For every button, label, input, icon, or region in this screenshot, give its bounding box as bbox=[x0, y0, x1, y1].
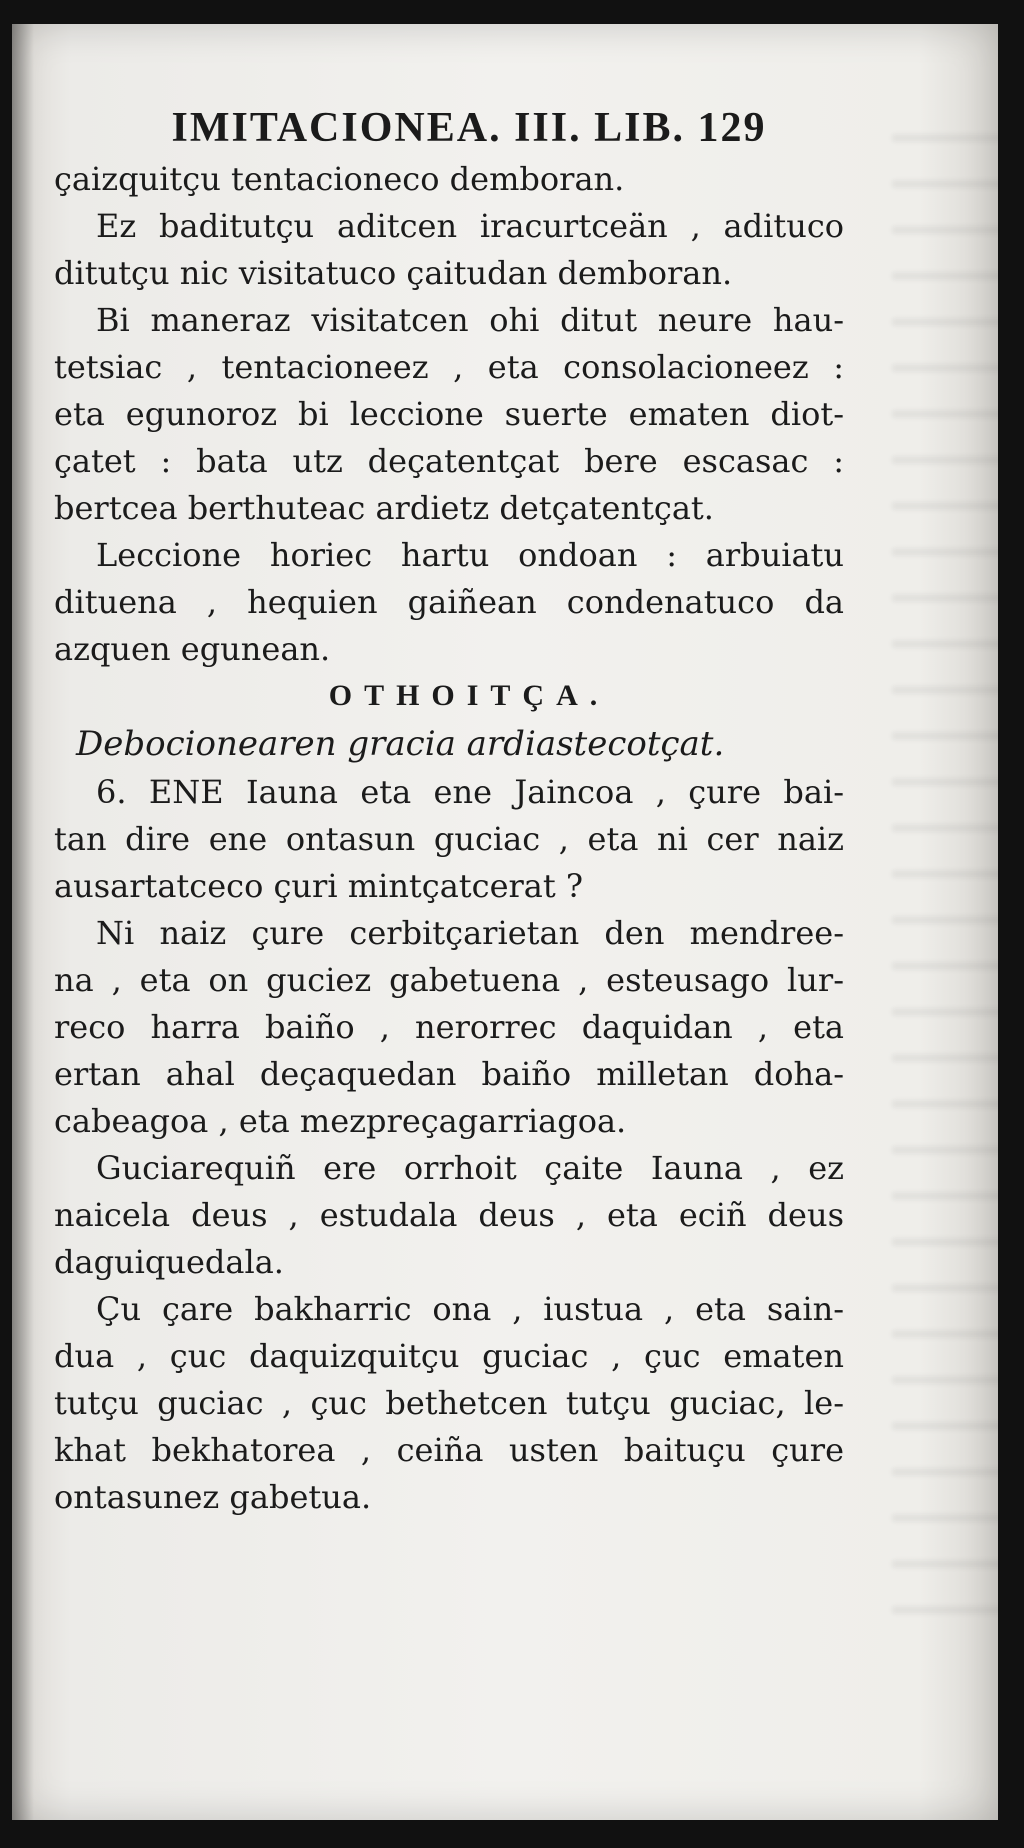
page-text bbox=[54, 102, 844, 1521]
book-page bbox=[12, 24, 998, 1820]
text-line: khat bekhatorea , ceiña usten baituçu çure bbox=[54, 1431, 844, 1469]
text-line: ertan ahal deçaquedan baiño milletan doha- bbox=[54, 1055, 844, 1093]
text-line: eta egunoroz bi leccione suerte ematen diot- bbox=[54, 395, 844, 433]
text-line: ontasunez gabetua. bbox=[54, 1478, 372, 1516]
prayer-paragraph-3 bbox=[54, 1286, 844, 1521]
running-head: IMITACIONEA. III. LIB. 129 bbox=[171, 105, 767, 151]
text-line: 6. ENE Iauna eta ene Jaincoa , çure bai- bbox=[96, 773, 844, 811]
text-line: Ni naiz çure cerbitçarietan den mendree- bbox=[96, 914, 844, 952]
text-line: dua , çuc daquizquitçu guciac , çuc ematen bbox=[54, 1337, 844, 1375]
text-line: tutçu guciac , çuc bethetcen tutçu guciac, le- bbox=[54, 1384, 844, 1422]
text-line: Guciarequiñ ere orrhoit çaite Iauna , ez bbox=[96, 1149, 844, 1187]
text-line: dituena , hequien gaiñean condenatuco da bbox=[54, 583, 844, 621]
text-line: ditutçu nic visitatuco çaitudan demboran. bbox=[54, 254, 733, 292]
text-line: tan dire ene ontasun guciac , eta ni cer naiz bbox=[54, 820, 844, 858]
text-line: cabeagoa , eta mezpreçagarriagoa. bbox=[54, 1102, 627, 1140]
paragraph-3 bbox=[54, 532, 844, 673]
text-line: tetsiac , tentacioneez , eta consolacioneez : bbox=[54, 348, 844, 386]
text-line: bertcea berthuteac ardietz detçatentçat. bbox=[54, 489, 714, 527]
text-line: naicela deus , estudala deus , eta eciñ deus bbox=[54, 1196, 844, 1234]
binding-shadow bbox=[12, 24, 34, 1820]
bleed-through bbox=[892, 134, 998, 1634]
prayer-paragraph-2 bbox=[54, 1145, 844, 1286]
paragraph-1 bbox=[54, 203, 844, 297]
text-line: Leccione horiec hartu ondoan : arbuiatu bbox=[96, 536, 844, 574]
paragraph-2 bbox=[54, 297, 844, 532]
text-line: Çu çare bakharric ona , iustua , eta sain- bbox=[96, 1290, 844, 1328]
text-line: Bi maneraz visitatcen ohi ditut neure hau- bbox=[96, 301, 844, 339]
text-line: ausartatceco çuri mintçatcerat ? bbox=[54, 867, 584, 905]
text-line: Ez baditutçu aditcen iracurtceän , adituco bbox=[96, 207, 844, 245]
text-line: azquen egunean. bbox=[54, 630, 331, 668]
text-line: reco harra baiño , nerorrec daquidan , eta bbox=[54, 1008, 844, 1046]
text-line: çaizquitçu tentacioneco demboran. bbox=[54, 160, 625, 198]
text-line: na , eta on guciez gabetuena , esteusago lur- bbox=[54, 961, 844, 999]
prayer-paragraph-0 bbox=[54, 769, 844, 910]
prayer-subheading: Debocionearen gracia ardiastecotçat. bbox=[76, 724, 725, 764]
prayer-title: OTHOITÇA. bbox=[328, 679, 610, 712]
text-line: çatet : bata utz deçatentçat bere escasac : bbox=[54, 442, 844, 480]
text-line: daguiquedala. bbox=[54, 1243, 284, 1281]
prayer-paragraph-1 bbox=[54, 910, 844, 1145]
paragraph-0 bbox=[54, 156, 844, 203]
